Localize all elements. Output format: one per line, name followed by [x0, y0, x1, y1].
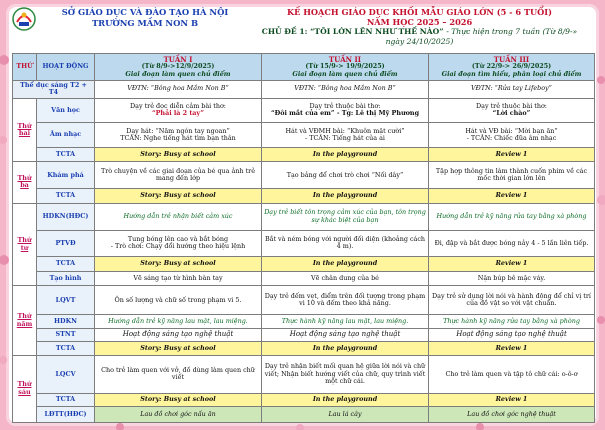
row-label-art: Tạo hình: [37, 271, 95, 286]
cell: Dạy trẻ nhận biết mối quan hệ giữa lời nói và chữ viết; Nhận biết hướng viết của chữ, quy trình viết một chữ cái.: [262, 355, 429, 393]
table-header-row: [13, 54, 595, 81]
cell: Hoạt động sáng tạo nghệ thuật: [95, 328, 262, 341]
table-row: [13, 203, 595, 230]
day-thursday: Thứ năm: [13, 286, 37, 355]
cell: Dạy trẻ đếm vẹt, điểm trên đối tượng trong phạm vi 10 và đếm theo khả năng.: [262, 286, 429, 315]
row-label-exercise: Thể dục sáng T2 + T4: [13, 80, 95, 98]
table-row: [13, 98, 595, 123]
cell: Hướng dẫn trẻ kỹ năng rửa tay bằng xà phòng: [429, 203, 595, 230]
cell: Story: Busy at school: [95, 147, 262, 162]
table-row: [13, 355, 595, 393]
cell: In the playground: [262, 147, 429, 162]
row-label-literature: Văn học: [37, 98, 95, 123]
duration: - Thực hiện trong 7 tuần (Từ 8/9-» ngày 24/10/2025): [385, 27, 578, 46]
row-label-music: Âm nhạc: [37, 123, 95, 148]
col-week-3: TUẦN III (Từ 22/9-> 26/9/2025) Giai đoạn tìm hiểu, phân loại chủ điểm: [429, 54, 595, 81]
cell: Hoạt động sáng tạo nghệ thuật: [429, 328, 595, 341]
cell: Hướng dẫn trẻ kỹ năng lau mặt, lau miệng.: [95, 315, 262, 328]
cell: Vẽ sáng tạo từ hình bàn tay: [95, 271, 262, 286]
cell: Review 1: [429, 147, 595, 162]
department-name: SỞ GIÁO DỤC VÀ ĐÀO TẠO HÀ NỘI: [61, 7, 229, 17]
cell: Tạo bảng để chơi trò chơi “Nối dây”: [262, 162, 429, 189]
row-label-tcta: TCTA: [37, 393, 95, 406]
cell: Vẽ chân dung của bé: [262, 271, 429, 286]
cell: Tập hợp thông tin làm thành cuốn phim về các mốc thời gian lớn lên: [429, 162, 595, 189]
cell: Dạy trẻ biết tôn trọng cảm xúc của bạn, tôn trọng sự khác biệt của bạn: [262, 203, 429, 230]
topic-line: [252, 27, 587, 47]
row-label-tcta: TCTA: [37, 189, 95, 204]
table-row: [13, 315, 595, 328]
cell: Dạy trẻ đọc diễn cảm bài thơ: “Phải là 2 tay”: [95, 98, 262, 123]
cell: VĐTN: “Bông hoa Mầm Non B”: [262, 80, 429, 98]
cell: VĐTN: “Rửa tay Lifeboy”: [429, 80, 595, 98]
cell: Dạy trẻ thuộc bài thơ: “Lời chào”: [429, 98, 595, 123]
row-label-hdkn2: HDKN: [37, 315, 95, 328]
cell: Review 1: [429, 189, 595, 204]
plan-table: [12, 53, 595, 423]
row-label-ldtt: LĐTT(HĐC): [37, 407, 95, 423]
cell: Đi, đập và bắt được bóng nảy 4 - 5 lần liên tiếp.: [429, 230, 595, 257]
cell: Review 1: [429, 393, 595, 406]
cell: Thực hành kỹ năng rửa tay bằng xà phòng: [429, 315, 595, 328]
table-row: [13, 328, 595, 341]
cell: Dạy trẻ thuộc bài thơ: “Đôi mắt của em” - Tg: Lê thị Mỹ Phương: [262, 98, 429, 123]
cell: Lau đồ chơi góc nấu ăn: [95, 407, 262, 423]
table-row: [13, 393, 595, 406]
cell: In the playground: [262, 342, 429, 355]
table-row: [13, 230, 595, 257]
table-row: [13, 189, 595, 204]
school-year: NĂM HỌC 2025 – 2026: [366, 17, 473, 27]
cell: Hát và VĐMH bài: “Khuôn mặt cười” - TCÂN: Tiếng hát của ai: [262, 123, 429, 148]
cell: Cho trẻ làm quen với vở, đồ dùng làm quen chữ viết: [95, 355, 262, 393]
row-label-explore: Khám phá: [37, 162, 95, 189]
table-row: [13, 123, 595, 148]
cell: In the playground: [262, 393, 429, 406]
cell: Lau đồ chơi góc nghệ thuật: [429, 407, 595, 423]
cell: Cho trẻ làm quen và tập tô chữ cái: o-ô-ơ: [429, 355, 595, 393]
col-week-2: TUẦN II (Từ 15/9-> 19/9/2025) Giai đoạn làm quen chủ điểm: [262, 54, 429, 81]
table-row: [13, 257, 595, 272]
cell: Tung bóng lên cao và bắt bóng - Trò chơi: Chạy đổi hướng theo hiệu lệnh: [95, 230, 262, 257]
row-label-tcta: TCTA: [37, 147, 95, 162]
row-label-lqvt: LQVT: [37, 286, 95, 315]
cell: Review 1: [429, 257, 595, 272]
cell: Hát và VĐ bài: “Mời bạn ăn” - TCÂN: Chiếc đũa âm nhạc: [429, 123, 595, 148]
row-label-tcta: TCTA: [37, 257, 95, 272]
cell: Trò chuyện về các giai đoạn của bé qua ảnh trẻ mang đến lớp: [95, 162, 262, 189]
table-row: [13, 286, 595, 315]
cell: Nặn búp bê mặc váy.: [429, 271, 595, 286]
plan-title: KẾ HOẠCH GIÁO DỤC KHỐI MẪU GIÁO LỚN (5 - 6 TUỔI): [286, 7, 553, 17]
row-label-lqcv: LQCV: [37, 355, 95, 393]
row-label-stnt: STNT: [37, 328, 95, 341]
school-name: TRƯỜNG MẦM NON B: [91, 18, 199, 28]
table-row: [13, 342, 595, 355]
cell: Story: Busy at school: [95, 393, 262, 406]
row-label-tcta: TCTA: [37, 342, 95, 355]
day-tuesday: Thứ ba: [13, 162, 37, 203]
school-logo-icon: [9, 6, 39, 32]
cell: In the playground: [262, 257, 429, 272]
cell: Review 1: [429, 342, 595, 355]
topic: CHỦ ĐỀ 1: “TÔI LỚN LÊN NHƯ THẾ NÀO”: [261, 27, 444, 36]
cell: Hướng dẫn trẻ nhận biết cảm xúc: [95, 203, 262, 230]
col-day: THỨ: [13, 54, 37, 81]
cell: VĐTN: “Bông hoa Mầm Non B”: [95, 80, 262, 98]
day-wednesday: Thứ tư: [13, 203, 37, 286]
cell: Hoạt động sáng tạo nghệ thuật: [262, 328, 429, 341]
row-label-ptvd: PTVĐ: [37, 230, 95, 257]
cell: Story: Busy at school: [95, 189, 262, 204]
col-week-1: TUẦN I (Từ 8/9->12/9/2025) Giai đoạn làm quen chủ điểm: [95, 54, 262, 81]
cell: Ôn số lượng và chữ số trong phạm vi 5.: [95, 286, 262, 315]
table-row: [13, 407, 595, 423]
table-row: [13, 147, 595, 162]
cell: Story: Busy at school: [95, 342, 262, 355]
day-monday: Thứ hai: [13, 98, 37, 162]
day-friday: Thứ sáu: [13, 355, 37, 422]
col-activity: HOẠT ĐỘNG: [37, 54, 95, 81]
cell: Bắt và ném bóng với người đối diện (khoảng cách 4 m).: [262, 230, 429, 257]
cell: Dạy trẻ sử dụng lời nói và hành động để chỉ vị trí của đồ vật so với vật chuẩn.: [429, 286, 595, 315]
cell: In the playground: [262, 189, 429, 204]
table-row: [13, 162, 595, 189]
cell: Dạy hát: “Năm ngón tay ngoan” TCÂN: Nghe tiếng hát tìm bạn thân: [95, 123, 262, 148]
header-right: [252, 7, 587, 47]
table-row: [13, 271, 595, 286]
table-row: [13, 80, 595, 98]
cell: Thực hành kỹ năng lau mặt, lau miệng.: [262, 315, 429, 328]
cell: Story: Busy at school: [95, 257, 262, 272]
row-label-hdkn: HDKN(HĐC): [37, 203, 95, 230]
cell: Lau lá cây: [262, 407, 429, 423]
header-left: [40, 7, 250, 29]
